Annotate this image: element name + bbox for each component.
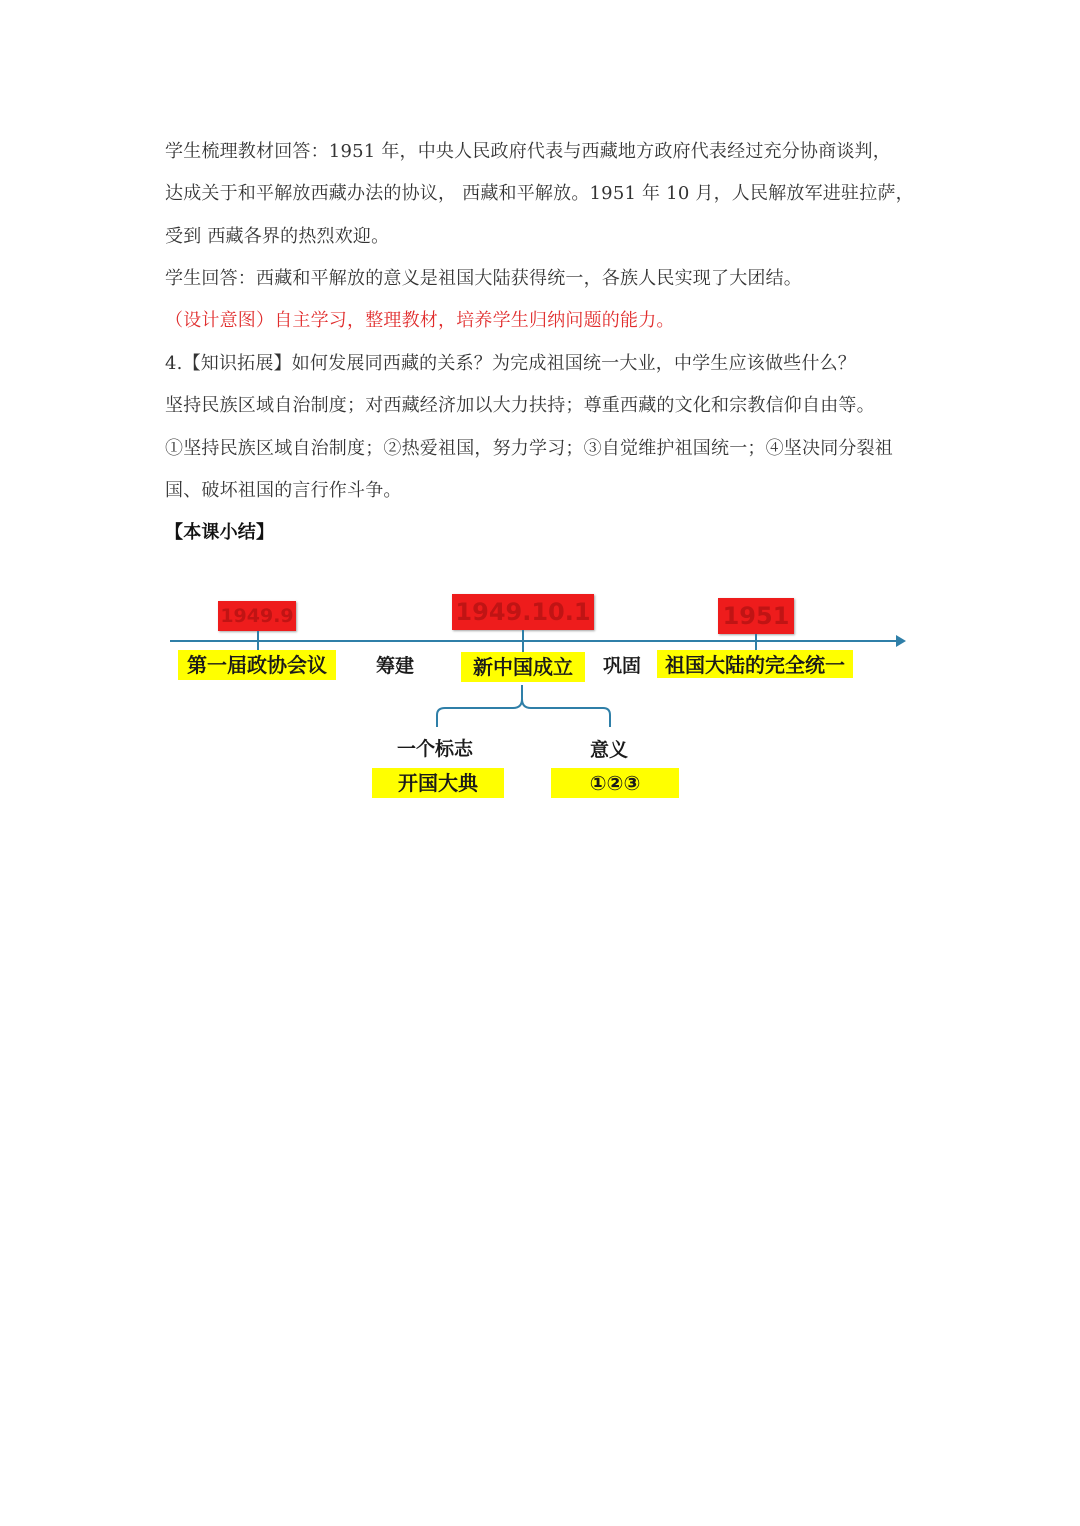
branch-value-box: ①②③: [551, 768, 679, 798]
event-box: 第一届政协会议: [178, 650, 336, 680]
paragraph-line: 受到 西藏各界的热烈欢迎。: [165, 226, 390, 247]
connector-label: 巩固: [603, 655, 642, 677]
arrow-icon: [896, 635, 906, 647]
event-box: 新中国成立: [461, 652, 585, 682]
timeline-tick: [257, 631, 259, 651]
paragraph-line: 学生梳理教材回答：1951 年，中央人民政府代表与西藏地方政府代表经过充分协商谈判，: [165, 141, 891, 162]
timeline-axis: [170, 640, 898, 642]
connector-label: 筹建: [376, 655, 415, 677]
extension-question: 4.【知识拓展】如何发展同西藏的关系？为完成祖国统一大业，中学生应该做些什么？: [165, 353, 856, 374]
branch-bracket: [425, 683, 625, 733]
extension-answer: 国、破坏祖国的言行作斗争。: [165, 480, 402, 501]
event-box: 祖国大陆的完全统一: [657, 650, 853, 678]
date-box: 1951: [718, 598, 794, 634]
branch-value-box: 开国大典: [372, 768, 504, 798]
timeline-tick: [522, 630, 524, 652]
branch-label: 意义: [590, 739, 629, 761]
summary-title: 【本课小结】: [165, 522, 275, 543]
extension-answer: 坚持民族区域自治制度；对西藏经济加以大力扶持；尊重西藏的文化和宗教信仰自由等。: [165, 395, 875, 416]
extension-answer: ①坚持民族区域自治制度；②热爱祖国，努力学习；③自觉维护祖国统一；④坚决同分裂祖: [165, 438, 893, 459]
date-box: 1949.10.1: [452, 594, 594, 630]
timeline-tick: [755, 634, 757, 651]
branch-label: 一个标志: [397, 738, 474, 760]
paragraph-line: 学生回答：西藏和平解放的意义是祖国大陆获得统一，各族人民实现了大团结。: [165, 268, 802, 289]
paragraph-line: 达成关于和平解放西藏办法的协议， 西藏和平解放。1951 年 10 月，人民解放军进驻拉萨，: [165, 183, 914, 204]
design-intent: （设计意图）自主学习，整理教材，培养学生归纳问题的能力。: [165, 310, 675, 331]
date-box: 1949.9: [218, 601, 296, 631]
